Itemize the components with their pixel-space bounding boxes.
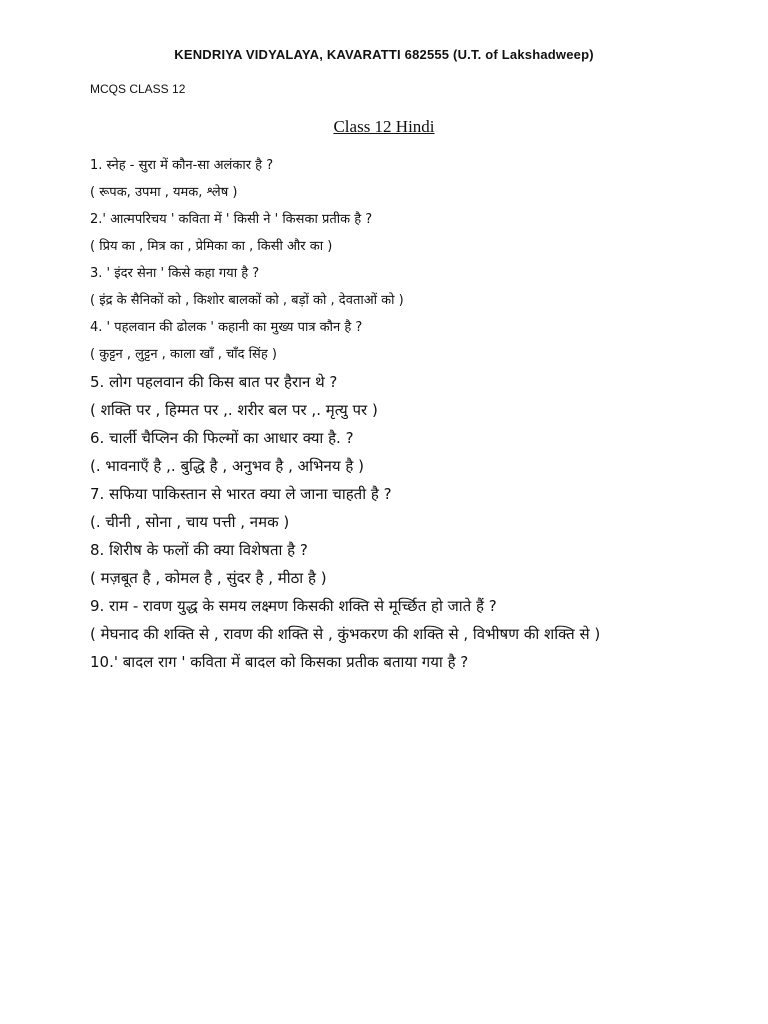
- question-text: 9. राम - रावण युद्ध के समय लक्ष्मण किसकी शक्ति से मूर्च्छित हो जाते हैं ?: [90, 597, 497, 615]
- question-item: [90, 260, 750, 314]
- question-text: 2.' आत्मपरिचय ' कविता में ' किसी ने ' किसका प्रतीक है ?: [90, 212, 373, 227]
- question-options: ( मेघनाद की शक्ति से , रावण की शक्ति से , कुंभकरण की शक्ति से , विभीषण की शक्ति से ): [90, 625, 601, 643]
- question-item: [90, 480, 750, 536]
- question-options: ( रूपक, उपमा , यमक, श्लेष ): [90, 185, 238, 200]
- question-item: [90, 152, 750, 206]
- question-item: [90, 648, 750, 676]
- question-list: [90, 152, 750, 676]
- question-item: [90, 314, 750, 368]
- page-title: Class 12 Hindi: [333, 117, 435, 136]
- question-item: [90, 424, 750, 480]
- school-header: KENDRIYA VIDYALAYA, KAVARATTI 682555 (U.T. of Lakshadweep): [174, 47, 594, 62]
- question-text: 7. सफिया पाकिस्तान से भारत क्या ले जाना चाहती है ?: [90, 485, 392, 503]
- question-options: ( मज़बूत है , कोमल है , सुंदर है , मीठा है ): [90, 569, 327, 587]
- question-text: 3. ' इंदर सेना ' किसे कहा गया है ?: [90, 266, 260, 281]
- question-options: ( इंद्र के सैनिकों को , किशोर बालकों को , बड़ों को , देवताओं को ): [90, 293, 404, 308]
- question-item: [90, 368, 750, 424]
- question-options: ( शक्ति पर , हिम्मत पर ,. शरीर बल पर ,. मृत्यु पर ): [90, 401, 378, 419]
- question-text: 6. चार्ली चैप्लिन की फिल्मों का आधार क्या है. ?: [90, 429, 354, 447]
- question-text: 8. शिरीष के फलों की क्या विशेषता है ?: [90, 541, 308, 559]
- question-item: [90, 206, 750, 260]
- question-options: ( प्रिय का , मित्र का , प्रेमिका का , किसी और का ): [90, 239, 333, 254]
- question-text: 5. लोग पहलवान की किस बात पर हैरान थे ?: [90, 373, 338, 391]
- question-options: (. भावनाएँ है ,. बुद्धि है , अनुभव है , अभिनय है ): [90, 457, 364, 475]
- question-text: 1. स्नेह - सुरा में कौन-सा अलंकार है ?: [90, 158, 274, 173]
- question-text: 4. ' पहलवान की ढोलक ' कहानी का मुख्य पात्र कौन है ?: [90, 320, 363, 335]
- question-item: [90, 592, 750, 648]
- question-text: 10.' बादल राग ' कविता में बादल को किसका प्रतीक बताया गया है ?: [90, 653, 469, 671]
- question-options: (. चीनी , सोना , चाय पत्ती , नमक ): [90, 513, 290, 531]
- mcq-subheader: MCQS CLASS 12: [90, 82, 186, 96]
- question-options: ( कुट्टन , लुट्टन , काला खाँ , चाँद सिंह ): [90, 347, 277, 362]
- question-item: [90, 536, 750, 592]
